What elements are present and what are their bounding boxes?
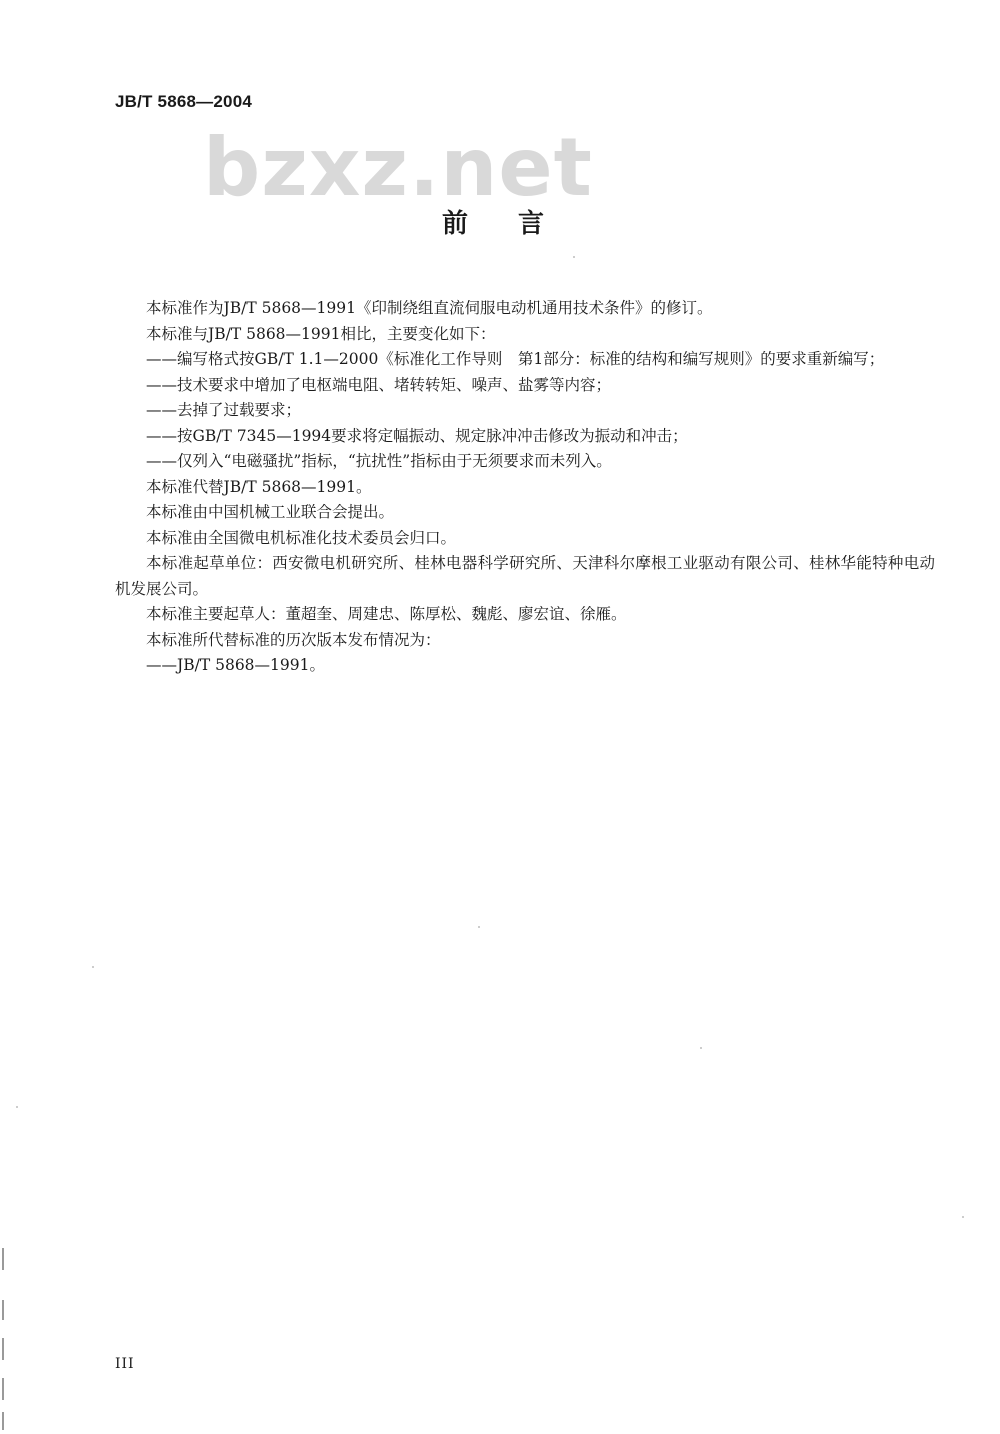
standard-code: JB/T 5868—2004 (115, 92, 252, 111)
page-number: III (115, 1356, 135, 1372)
list-item-technical: ——技术要求中增加了电枢端电阻、堵转转矩、噪声、盐雾等内容； (146, 375, 612, 394)
paragraph-drafting-units: 本标准起草单位：西安微电机研究所、桂林电器科学研究所、天津科尔摩根工业驱动有限公司、桂林华能特种电动机发展公司。 (115, 554, 935, 598)
paragraph-revision: 本标准作为JB/T 5868—1991《印制绕组直流伺服电动机通用技术条件》的修订。 (146, 299, 713, 317)
scan-speck (962, 1216, 964, 1218)
page-title: 前言 (441, 209, 594, 239)
scan-edge-mark (2, 1412, 4, 1430)
list-item-vibration: ——按GB/T 7345—1994要求将定幅振动、规定脉冲冲击修改为振动和冲击； (146, 426, 688, 445)
scan-edge-mark (2, 1338, 4, 1360)
scan-speck (700, 1047, 702, 1049)
paragraph-proposed-by: 本标准由中国机械工业联合会提出。 (146, 503, 395, 521)
paragraph-centralized-by: 本标准由全国微电机标准化技术委员会归口。 (146, 528, 457, 547)
list-item-history: ——JB/T 5868—1991。 (146, 656, 325, 674)
paragraph-history-intro: 本标准所代替标准的历次版本发布情况为： (146, 630, 441, 649)
scan-edge-mark (2, 1300, 4, 1320)
paragraph-drafters: 本标准主要起草人：董超奎、周建忠、陈厚松、魏彪、廖宏谊、徐雁。 (146, 605, 627, 623)
scan-edge-mark (2, 1378, 4, 1400)
list-item-format: ——编写格式按GB/T 1.1—2000《标准化工作导则 第1部分：标准的结构和编写规则》的要求重新编写； (146, 350, 885, 368)
scan-speck (16, 1106, 18, 1108)
paragraph-changes-intro: 本标准与JB/T 5868—1991相比，主要变化如下： (146, 324, 496, 343)
paragraph-replaces: 本标准代替JB/T 5868—1991。 (146, 477, 372, 496)
scan-speck (573, 256, 575, 258)
list-item-emc: ——仅列入“电磁骚扰”指标，“抗扰性”指标由于无须要求而未列入。 (146, 452, 612, 470)
scan-speck (478, 926, 480, 928)
watermark: bzxz.net (203, 121, 593, 214)
scan-speck (92, 966, 94, 968)
preface-body (115, 296, 935, 679)
scan-edge-mark (2, 1248, 4, 1270)
list-item-overload: ——去掉了过载要求； (146, 401, 302, 419)
